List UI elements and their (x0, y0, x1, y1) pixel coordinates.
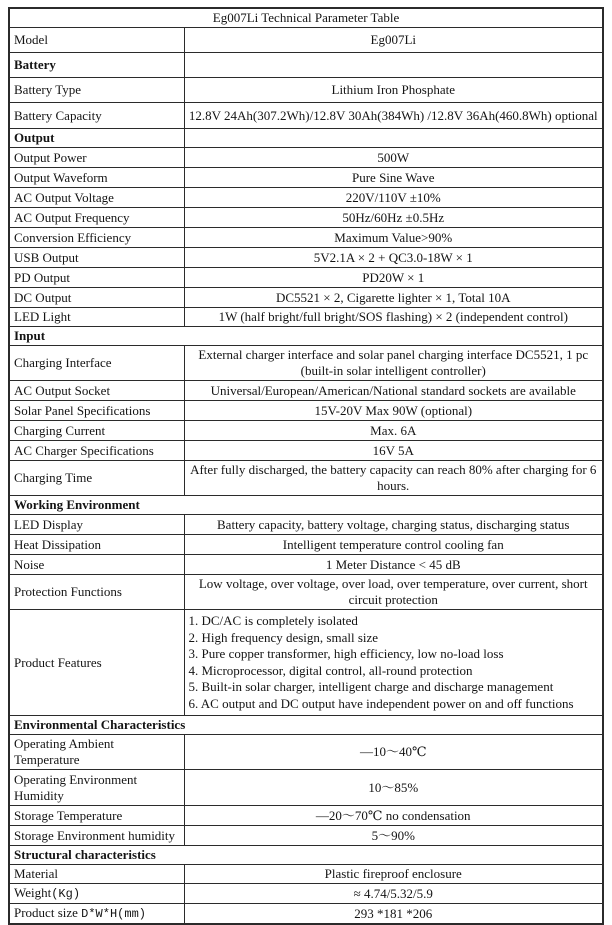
param-value-cell: Low voltage, over voltage, over load, over temperature, over current, short circuit protection (184, 575, 603, 610)
feature-line: 4. Microprocessor, digital control, all-round protection (188, 662, 473, 678)
section-row (9, 327, 603, 346)
param-value-cell: DC5521 × 2, Cigarette lighter × 1, Total 10A (184, 288, 603, 308)
param-row (9, 826, 603, 846)
technical-parameter-table (8, 7, 604, 925)
table-body (9, 8, 603, 924)
param-label-cell (9, 515, 184, 535)
param-label-cell (9, 28, 184, 53)
param-label: AC Output Voltage (14, 189, 114, 205)
param-label: DC Output (14, 289, 72, 305)
param-label-cell (9, 575, 184, 610)
section-row (9, 846, 603, 865)
param-value-cell (184, 610, 603, 716)
param-label-cell (9, 461, 184, 496)
param-value-cell: After fully discharged, the battery capacity can reach 80% after charging for 6 hours. (184, 461, 603, 496)
param-label-cell (9, 421, 184, 441)
param-row (9, 346, 603, 381)
empty-cell (184, 53, 603, 78)
param-label: PD Output (14, 269, 70, 285)
param-label-cell (9, 381, 184, 401)
param-row (9, 884, 603, 904)
param-row (9, 441, 603, 461)
param-row (9, 865, 603, 884)
param-label-cell (9, 770, 184, 806)
param-row (9, 28, 603, 53)
param-label-cell (9, 208, 184, 228)
param-label-cell (9, 401, 184, 421)
param-row (9, 575, 603, 610)
param-label: AC Output Socket (14, 382, 111, 398)
section-row (9, 129, 603, 148)
section-header: Input (9, 327, 603, 346)
param-row (9, 188, 603, 208)
param-label-cell (9, 148, 184, 168)
param-value-cell: —20～70℃ no condensation (184, 806, 603, 826)
param-label-cell (9, 865, 184, 884)
param-value-cell: 1W (half bright/full bright/SOS flashing) × 2 (independent control) (184, 308, 603, 327)
param-label-cell (9, 188, 184, 208)
param-row (9, 401, 603, 421)
feature-line: 2. High frequency design, small size (188, 629, 379, 645)
param-label: Battery Capacity (14, 107, 102, 123)
param-label-cell (9, 268, 184, 288)
section-header: Working Environment (9, 496, 603, 515)
section-header: Output (9, 129, 184, 148)
param-label-cell (9, 806, 184, 826)
param-label-cell (9, 228, 184, 248)
param-label: Model (14, 32, 48, 47)
param-value-cell: Battery capacity, battery voltage, charging status, discharging status (184, 515, 603, 535)
param-row (9, 421, 603, 441)
param-label-cell (9, 735, 184, 770)
param-value-cell: 500W (184, 148, 603, 168)
param-label: Charging Time (14, 470, 93, 485)
section-row (9, 53, 603, 78)
param-label: Operating Environment Humidity (14, 771, 138, 803)
param-label-cell (9, 78, 184, 103)
param-label: Heat Dissipation (14, 536, 102, 552)
param-row (9, 770, 603, 806)
param-value-cell: Max. 6A (184, 421, 603, 441)
param-value-cell: 12.8V 24Ah(307.2Wh)/12.8V 30Ah(384Wh) /12.8V 36Ah(460.8Wh) optional (184, 103, 603, 129)
param-value-cell: Maximum Value>90% (184, 228, 603, 248)
section-header: Structural characteristics (9, 846, 603, 865)
param-row (9, 208, 603, 228)
param-row (9, 735, 603, 770)
param-value-cell: Universal/European/American/National standard sockets are available (184, 381, 603, 401)
param-label: AC Output Frequency (14, 209, 130, 225)
param-row (9, 515, 603, 535)
param-value-cell: 16V 5A (184, 441, 603, 461)
param-value-cell: 5V2.1A × 2 + QC3.0-18W × 1 (184, 248, 603, 268)
param-label: USB Output (14, 249, 79, 265)
param-row (9, 381, 603, 401)
param-row (9, 610, 603, 716)
param-label: Solar Panel Specifications (14, 402, 151, 418)
param-label-unit: D*W*H(mm) (81, 907, 146, 921)
param-label: AC Charger Specifications (14, 442, 154, 458)
feature-line: 5. Built-in solar charger, intelligent charge and discharge management (188, 679, 554, 694)
param-label: Storage Environment humidity (14, 827, 176, 843)
param-label: Operating Ambient Temperature (14, 736, 115, 767)
param-value-cell: External charger interface and solar panel charging interface DC5521, 1 pc (built-in solar intelligent controller) (184, 346, 603, 381)
param-row (9, 168, 603, 188)
param-label: LED Light (14, 309, 71, 324)
param-label: Product Features (14, 654, 102, 670)
param-label: Battery Type (14, 82, 82, 97)
section-header: Battery (9, 53, 184, 78)
table-title: Eg007Li Technical Parameter Table (9, 8, 603, 28)
param-row (9, 268, 603, 288)
section-row (9, 496, 603, 515)
param-value-cell: 1 Meter Distance < 45 dB (184, 555, 603, 575)
param-label: Protection Functions (14, 584, 122, 599)
section-row (9, 716, 603, 735)
param-value-cell: Eg007Li (184, 28, 603, 53)
empty-cell (184, 129, 603, 148)
param-label: Charging Current (14, 422, 106, 438)
param-value-cell: —10～40℃ (184, 735, 603, 770)
param-label: Output Power (14, 149, 87, 165)
param-label: Output Waveform (14, 169, 108, 185)
param-label-cell (9, 610, 184, 716)
param-row (9, 288, 603, 308)
param-row (9, 148, 603, 168)
param-value-cell: PD20W × 1 (184, 268, 603, 288)
param-label: Material (14, 866, 59, 881)
param-row (9, 535, 603, 555)
param-label-cell (9, 308, 184, 327)
param-label: Conversion Efficiency (14, 229, 132, 245)
param-label-cell (9, 904, 184, 925)
section-header: Environmental Characteristics (9, 716, 603, 735)
param-value-cell: 220V/110V ±10% (184, 188, 603, 208)
feature-line: 6. AC output and DC output have independent power on and off functions (188, 695, 574, 711)
param-label-cell (9, 248, 184, 268)
param-row (9, 308, 603, 327)
feature-line: 3. Pure copper transformer, high efficiency, low no-load loss (188, 646, 504, 661)
param-row (9, 461, 603, 496)
param-label-cell (9, 168, 184, 188)
param-label-cell (9, 441, 184, 461)
param-label-cell (9, 826, 184, 846)
param-label-unit: (Kg) (51, 887, 81, 901)
param-label-cell (9, 555, 184, 575)
param-value-cell: 10～85% (184, 770, 603, 806)
param-row (9, 228, 603, 248)
param-value-cell: 50Hz/60Hz ±0.5Hz (184, 208, 603, 228)
param-label: Weight (14, 885, 52, 900)
title-row (9, 8, 603, 28)
param-label: Storage Temperature (14, 807, 123, 823)
param-label: Charging Interface (14, 355, 112, 370)
param-value-cell: 15V-20V Max 90W (optional) (184, 401, 603, 421)
param-label-cell (9, 884, 184, 904)
param-value-cell: Pure Sine Wave (184, 168, 603, 188)
param-label-cell (9, 103, 184, 129)
param-row (9, 78, 603, 103)
param-label-cell (9, 346, 184, 381)
param-value-cell: 293 *181 *206 (184, 904, 603, 925)
param-value-cell: Intelligent temperature control cooling fan (184, 535, 603, 555)
feature-line: 1. DC/AC is completely isolated (188, 613, 358, 628)
param-row (9, 248, 603, 268)
param-row (9, 555, 603, 575)
param-label: Product size (14, 905, 82, 920)
param-label: Noise (14, 556, 45, 572)
param-value-cell: Lithium Iron Phosphate (184, 78, 603, 103)
param-row (9, 806, 603, 826)
param-label-cell (9, 288, 184, 308)
param-label: LED Display (14, 516, 83, 532)
param-value-cell: Plastic fireproof enclosure (184, 865, 603, 884)
param-label-cell (9, 535, 184, 555)
param-row (9, 103, 603, 129)
param-value-cell: ≈ 4.74/5.32/5.9 (184, 884, 603, 904)
param-row (9, 904, 603, 925)
param-value-cell: 5～90% (184, 826, 603, 846)
